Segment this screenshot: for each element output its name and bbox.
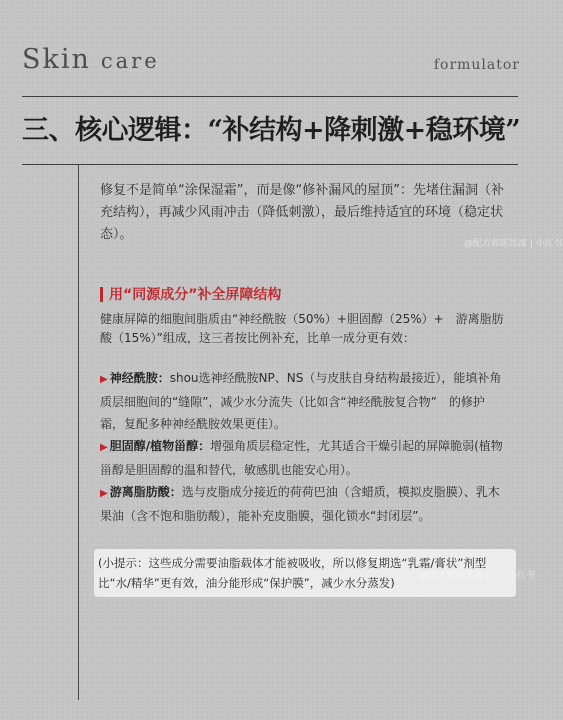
section-heading <box>100 284 504 304</box>
item-text: 增强角质层稳定性，尤其适合干燥引起的屏障脆弱(植物甾醇是胆固醇的温和替代，敏感肌也能安心用）。 <box>100 439 503 477</box>
item-name: 游离脂肪酸： <box>109 485 182 499</box>
brand-logo <box>22 44 160 75</box>
main-content <box>100 180 504 597</box>
ingredient-list <box>100 367 504 527</box>
list-item <box>100 435 504 481</box>
section-heading-text: 用“同源成分”补全屏障结构 <box>109 287 282 303</box>
section-description: 健康屏障的细胞间脂质由“神经酰胺（50%）+胆固醇（25%）+ 游离脂肪酸（15%）”组成，这三者按比例补充，比单一成分更有效： <box>100 312 504 345</box>
item-text: shou选神经酰胺NP、NS（与皮肤自身结构最接近），能填补角质层细胞间的“缝隙”，减少水分流失（比如含“神经酰胺复合物” 的修护霜，复配多种神经酰胺效果更佳）。 <box>100 371 502 431</box>
brand-care: care <box>100 49 160 73</box>
watermark: 小红书 <box>508 571 536 581</box>
item-text: 选与皮脂成分接近的荷荷巴油（含蜡质，模拟皮脂膜）、乳木果油（含不饱和脂肪酸），能补充皮脂膜，强化锁水“封闭层”。 <box>100 485 500 523</box>
bullet-triangle-icon: ▶ <box>100 374 108 385</box>
item-name: 胆固醇/植物甾醇： <box>109 439 211 453</box>
brand-skin: Skin <box>22 44 91 75</box>
watermark: @配方师陈思潼 | <box>420 571 489 581</box>
bullet-triangle-icon: ▶ <box>100 442 108 453</box>
bullet-triangle-icon: ▶ <box>100 488 108 499</box>
section-marker-bar <box>100 287 103 302</box>
title-bottom-divider <box>22 164 518 165</box>
item-name: 神经酰胺： <box>109 371 170 385</box>
title-top-divider <box>22 96 518 97</box>
intro-paragraph: 修复不是简单“涂保湿霜”，而是像“修补漏风的屋顶”：先堵住漏洞（补充结构），再减少风雨冲击（降低刺激），最后维持适宜的环境（稳定状态）。 <box>100 183 504 242</box>
list-item <box>100 481 504 527</box>
watermark: @配方师陈思潼 | 小红书 <box>464 239 563 249</box>
page-title: 三、核心逻辑：“补结构+降刺激+稳环境” <box>22 115 521 146</box>
left-vertical-divider <box>78 164 79 700</box>
list-item <box>100 367 504 435</box>
tip-box: (小提示：这些成分需要油脂载体才能被吸收，所以修复期选“乳霜/膏状”剂型比“水/精华”更有效，油分能形成“保护膜”，减少水分蒸发) <box>94 549 516 597</box>
brand-formulator: formulator <box>433 57 520 73</box>
